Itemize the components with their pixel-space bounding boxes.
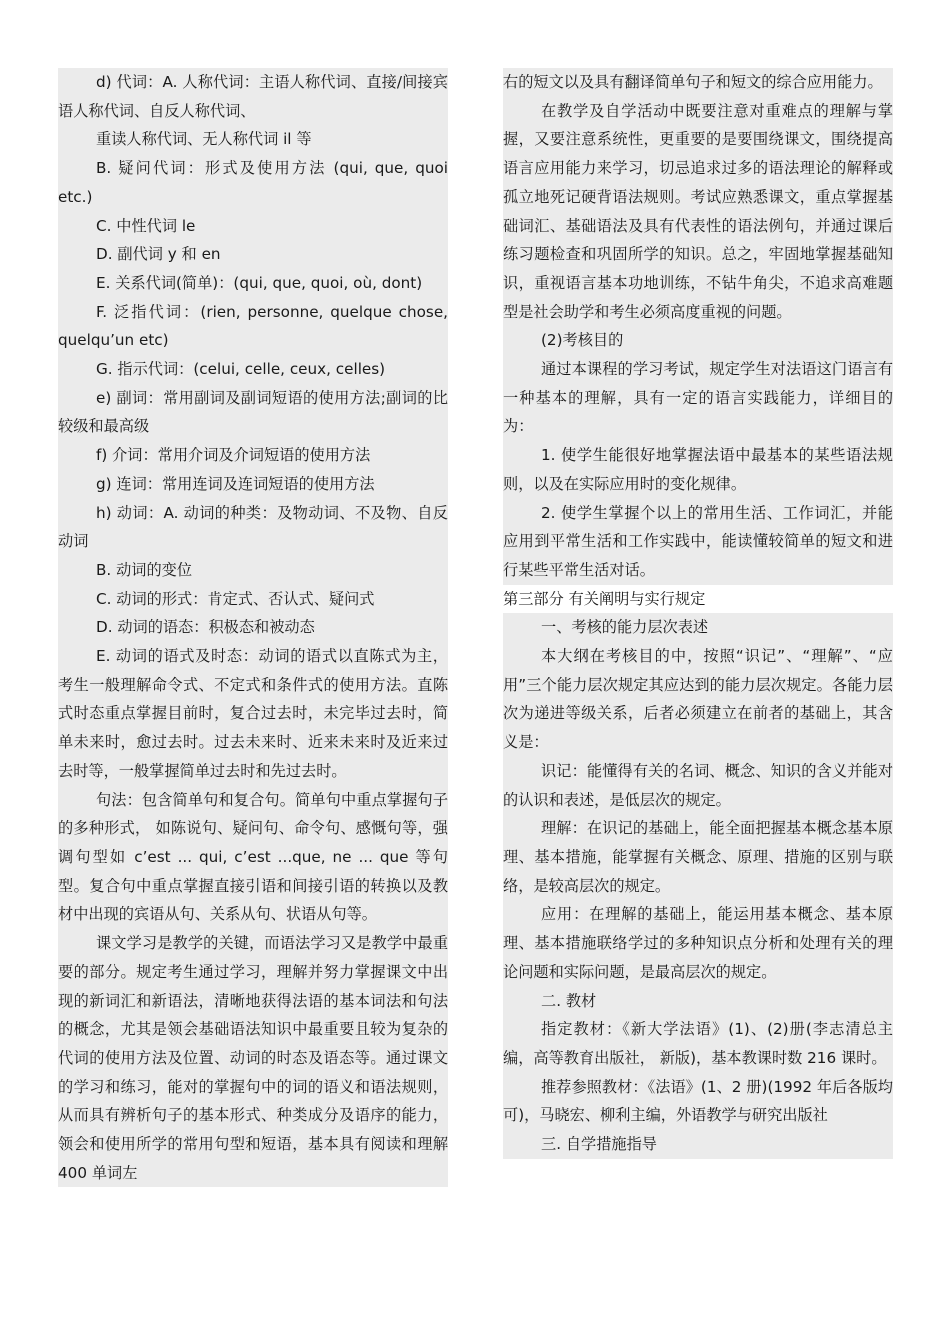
paragraph: h) 动词：A. 动词的种类：及物动词、不及物、自反动词 [58,499,448,556]
paragraph: (2)考核目的 [503,326,893,355]
paragraph: C. 中性代词 le [58,212,448,241]
paragraph: e) 副词：常用副词及副词短语的使用方法;副词的比较级和最高级 [58,384,448,441]
right-column [503,68,893,1159]
paragraph: f) 介词：常用介词及介词短语的使用方法 [58,441,448,470]
paragraph: 重读人称代词、无人称代词 il 等 [58,125,448,154]
paragraph: E. 动词的语式及时态：动词的语式以直陈式为主，考生一般理解命令式、不定式和条件式的使用方法。直陈式时态重点掌握目前时，复合过去时，未完毕过去时，简单未来时，愈过去时。过去未来时、近来未来时及近来过去时等，一般掌握简单过去时和先过去时。 [58,642,448,786]
paragraph: 课文学习是教学的关键，而语法学习又是教学中最重要的部分。规定考生通过学习，理解并努力掌握课文中出现的新词汇和新语法，清晰地获得法语的基本词法和句法的概念，尤其是领会基础语法知识中最重要且较为复杂的代词的使用方法及位置、动词的时态及语态等。通过课文的学习和练习，能对的掌握句中的词的语义和语法规则，从而具有辨析句子的基本形式、种类成分及语序的能力，领会和使用所学的常用句型和短语，基本具有阅读和理解 400 单词左 [58,929,448,1187]
paragraph: 二. 教材 [503,987,893,1016]
paragraph: 2. 使学生掌握个以上的常用生活、工作词汇，并能应用到平常生活和工作实践中，能读懂较简单的短文和进行某些平常生活对话。 [503,499,893,585]
paragraph: D. 副代词 y 和 en [58,240,448,269]
paragraph: B. 动词的变位 [58,556,448,585]
paragraph: E. 关系代词(简单)：(qui, que, quoi, où, dont) [58,269,448,298]
paragraph: 理解：在识记的基础上，能全面把握基本概念基本原理、基本措施，能掌握有关概念、原理、措施的区别与联络，是较高层次的规定。 [503,814,893,900]
left-column [58,68,448,1187]
paragraph: 通过本课程的学习考试，规定学生对法语这门语言有一种基本的理解，具有一定的语言实践能力，详细目的为： [503,355,893,441]
paragraph: g) 连词：常用连词及连词短语的使用方法 [58,470,448,499]
paragraph: D. 动词的语态：积极态和被动态 [58,613,448,642]
paragraph: d) 代词：A. 人称代词：主语人称代词、直接/间接宾语人称代词、自反人称代词、 [58,68,448,125]
paragraph: B. 疑问代词：形式及使用方法 (qui, que, quoi etc.) [58,154,448,211]
paragraph: 本大纲在考核目的中，按照“识记”、“理解”、“应用”三个能力层次规定其应达到的能力层次规定。各能力层次为递进等级关系，后者必须建立在前者的基础上，其含义是： [503,642,893,757]
paragraph: 在教学及自学活动中既要注意对重难点的理解与掌握，又要注意系统性，更重要的是要围绕课文，围绕提高语言应用能力来学习，切忌追求过多的语法理论的解释或孤立地死记硬背语法规则。考试应熟悉课文，重点掌握基础词汇、基础语法及具有代表性的语法例句，并通过课后练习题检查和巩固所学的知识。总之，牢固地掌握基础知识，重视语言基本功地训练，不钻牛角尖，不追求高难题型是社会助学和考生必须高度重视的问题。 [503,97,893,327]
paragraph: F. 泛指代词：(rien, personne, quelque chose, quelqu’un etc) [58,298,448,355]
paragraph: 三. 自学措施指导 [503,1130,893,1159]
paragraph: C. 动词的形式：肯定式、否认式、疑问式 [58,585,448,614]
paragraph: 句法：包含简单句和复合句。简单句中重点掌握句子的多种形式， 如陈说句、疑问句、命令句、感慨句等，强调句型如 c’est ... qui, c’est ...que, ne ... que 等句型。复合句中重点掌握直接引语和间接引语的转换以及教材中出现的宾语从句、关系从句、状语从句等。 [58,786,448,930]
paragraph: 指定教材：《新大学法语》(1)、(2)册(李志清总主编，高等教育出版社， 新版)，基本教课时数 216 课时。 [503,1015,893,1072]
section-heading: 第三部分 有关阐明与实行规定 [503,585,893,614]
paragraph: G. 指示代词：(celui, celle, ceux, celles) [58,355,448,384]
paragraph: 1. 使学生能很好地掌握法语中最基本的某些语法规则，以及在实际应用时的变化规律。 [503,441,893,498]
paragraph: 推荐参照教材：《法语》(1、2 册)(1992 年后各版均可)，马晓宏、柳利主编，外语教学与研究出版社 [503,1073,893,1130]
paragraph: 一、考核的能力层次表述 [503,613,893,642]
paragraph: 右的短文以及具有翻译简单句子和短文的综合应用能力。 [503,68,893,97]
paragraph: 识记：能懂得有关的名词、概念、知识的含义并能对的认识和表述，是低层次的规定。 [503,757,893,814]
paragraph: 应用：在理解的基础上，能运用基本概念、基本原理、基本措施联络学过的多种知识点分析和处理有关的理论问题和实际问题，是最高层次的规定。 [503,900,893,986]
